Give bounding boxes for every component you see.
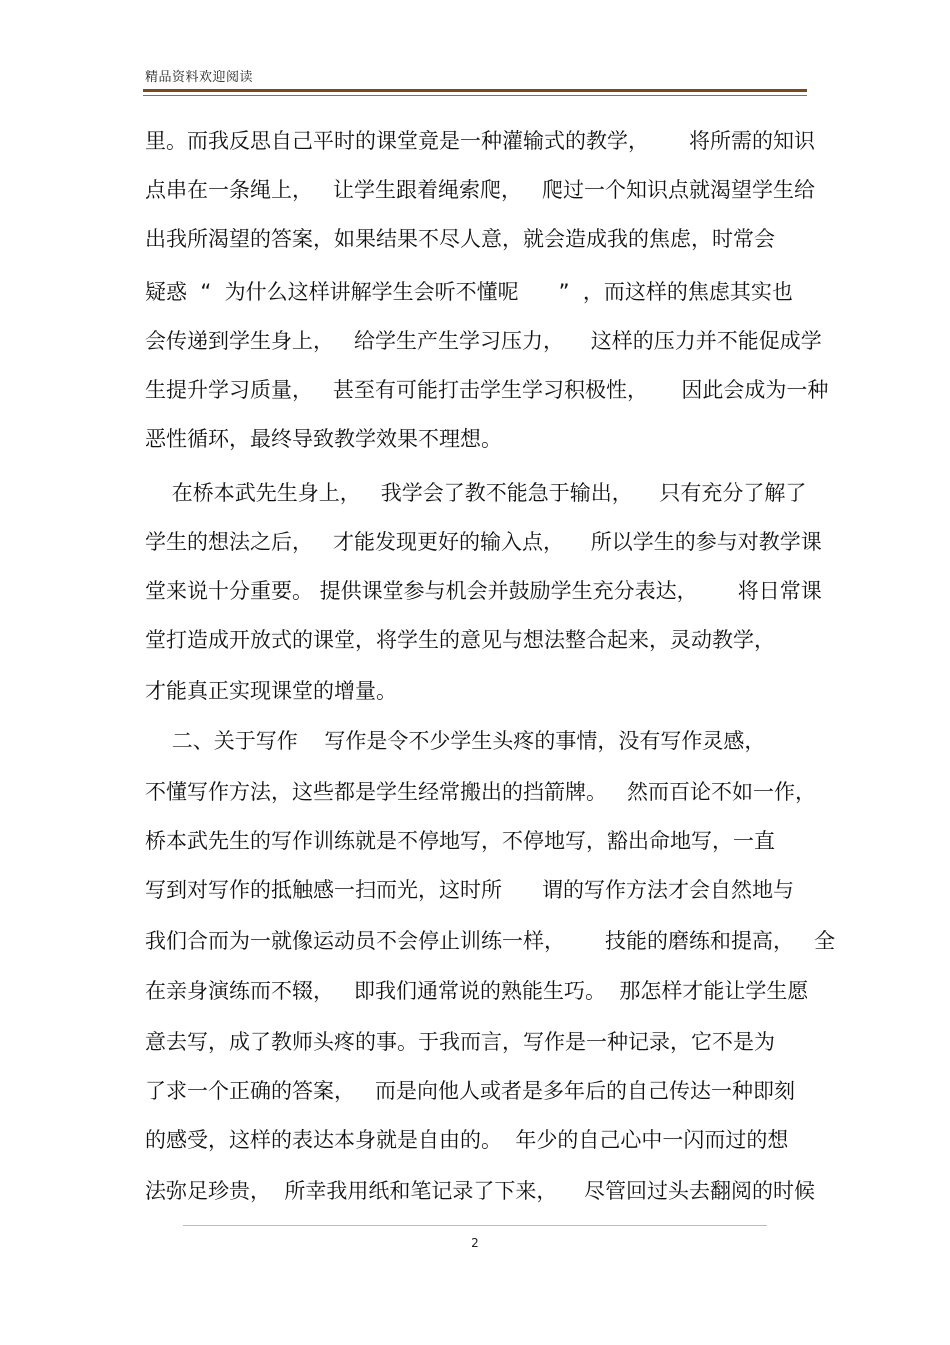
text-line: 了求一个正确的答案， 而是向他人或者是多年后的自己传达一种即刻 <box>145 1079 796 1103</box>
text-line: 法弥足珍贵， 所幸我用纸和笔记录了下来， 尽管回过头去翻阅的时候 <box>145 1179 816 1203</box>
text-line: 会传递到学生身上， 给学生产生学习压力， 这样的压力并不能促成学 <box>145 329 822 353</box>
text-line: 堂来说十分重要。 提供课堂参与机会并鼓励学生充分表达， 将日常课 <box>145 579 822 603</box>
header-text: 精品资料欢迎阅读 <box>145 70 254 85</box>
header-divider-thick <box>143 89 807 92</box>
text-line: 我们合而为一就像运动员不会停止训练一样， 技能的磨练和提高， 全 <box>145 929 836 953</box>
text-line: 写到对写作的抵触感一扫而光，这时所 谓的写作方法才会自然地与 <box>145 878 795 902</box>
page-number: 2 <box>471 1236 479 1250</box>
footer-divider <box>183 1225 767 1226</box>
text-line: 疑惑 “ 为什么这样讲解学生会听不懂呢 ” ，而这样的焦虑其实也 <box>145 280 793 304</box>
text-line: 堂打造成开放式的课堂，将学生的意见与想法整合起来，灵动教学， <box>145 628 775 652</box>
text-line: 出我所渴望的答案，如果结果不尽人意，就会造成我的焦虑，时常会 <box>145 227 775 251</box>
text-line: 二、关于写作 写作是令不少学生头疼的事情，没有写作灵感， <box>145 729 766 753</box>
text-line: 桥本武先生的写作训练就是不停地写，不停地写，豁出命地写，一直 <box>145 829 775 853</box>
text-line: 学生的想法之后， 才能发现更好的输入点， 所以学生的参与对教学课 <box>145 530 822 554</box>
text-line: 在桥本武先生身上， 我学会了教不能急于输出， 只有充分了解了 <box>145 481 807 505</box>
text-line: 的感受，这样的表达本身就是自由的。 年少的自己心中一闪而过的想 <box>145 1128 789 1152</box>
text-line: 恶性循环，最终导致教学效果不理想。 <box>145 427 502 451</box>
text-line: 生提升学习质量， 甚至有可能打击学生学习积极性， 因此会成为一种 <box>145 378 829 402</box>
text-line: 里。而我反思自己平时的课堂竟是一种灌输式的教学， 将所需的知识 <box>145 129 816 153</box>
text-line: 不懂写作方法，这些都是学生经常搬出的挡箭牌。 然而百论不如一作， <box>145 780 817 804</box>
text-line: 在亲身演练而不辍， 即我们通常说的熟能生巧。 那怎样才能让学生愿 <box>145 979 809 1003</box>
text-line: 意去写，成了教师头疼的事。于我而言，写作是一种记录，它不是为 <box>145 1030 775 1054</box>
header-divider-thin <box>143 95 807 96</box>
text-line: 点串在一条绳上， 让学生跟着绳索爬， 爬过一个知识点就渴望学生给 <box>145 178 816 202</box>
text-line: 才能真正实现课堂的增量。 <box>145 679 397 703</box>
